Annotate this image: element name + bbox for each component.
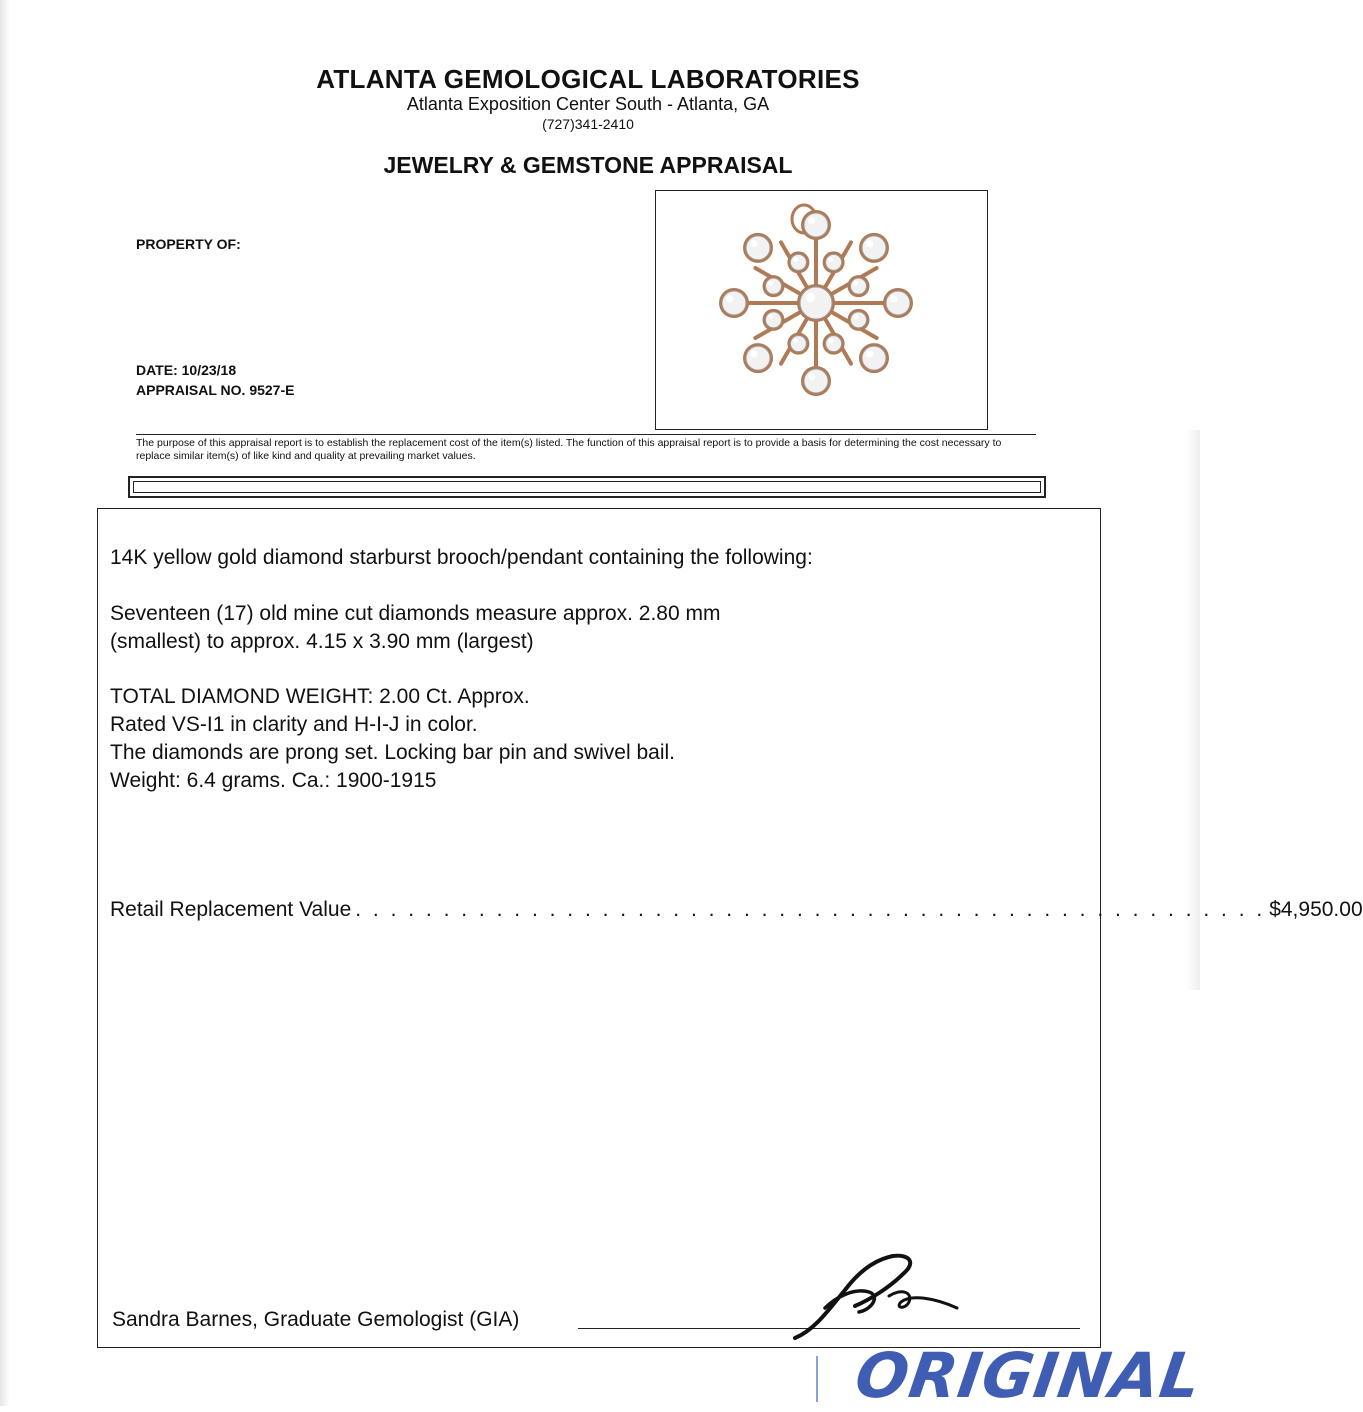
diamond-stone	[826, 254, 842, 270]
valuation-row	[110, 898, 1363, 928]
diamond-highlight	[793, 338, 798, 343]
diamond-highlight	[750, 240, 757, 247]
valuation-leader-dots: . . . . . . . . . . . . . . . . . . . . . . . . . . . . . . . . . . . . . . . . . . . . . . . . . . . .	[355, 898, 1266, 921]
diamond-description	[110, 600, 721, 656]
diamond-stone	[862, 236, 886, 260]
purpose-statement: The purpose of this appraisal report is to establish the replacement cost of the item(s) listed. The function of this appraisal report is to provide a basis for determining the cost necessary to replace similar item(s) of like kind and quality at prevailing market values.	[136, 434, 1036, 462]
setting-description: The diamonds are prong set. Locking bar pin and swivel bail.	[110, 741, 675, 764]
appraisal-number: APPRAISAL NO. 9527-E	[136, 382, 295, 398]
lab-address: Atlanta Exposition Center South - Atlanta, GA	[406, 94, 770, 114]
diamond-stone	[850, 312, 866, 328]
clarity-color-rating: Rated VS-I1 in clarity and H-I-J in color.	[110, 713, 478, 736]
diamond-stone	[766, 278, 782, 294]
diamonds-line-2: (smallest) to approx. 4.15 x 3.90 mm (largest)	[110, 630, 534, 653]
diamond-stone	[790, 336, 806, 352]
diamond-stone	[790, 254, 806, 270]
item-photo	[655, 190, 988, 430]
diamond-highlight	[808, 373, 815, 380]
divider-bar-inner	[133, 481, 1041, 493]
lab-name: ATLANTA GEMOLOGICAL LABORATORIES	[316, 64, 860, 94]
diamond-stone	[746, 236, 770, 260]
paper-edge-shadow	[0, 0, 10, 1406]
diamond-stone	[862, 346, 886, 370]
diamond-highlight	[853, 281, 858, 286]
weight-description	[110, 683, 675, 795]
diamond-stone	[826, 336, 842, 352]
diamond-highlight	[768, 315, 773, 320]
valuation-label: Retail Replacement Value	[110, 898, 352, 921]
diamond-highlight	[806, 293, 816, 303]
diamond-highlight	[853, 315, 858, 320]
diamond-stone	[804, 213, 828, 237]
original-stamp: ORIGINAL	[850, 1339, 1207, 1412]
signer-name: Sandra Barnes, Graduate Gemologist (GIA)	[112, 1308, 520, 1331]
diamond-highlight	[750, 350, 757, 357]
diamond-stone	[850, 278, 866, 294]
appraisal-date: DATE: 10/23/18	[136, 362, 237, 378]
property-of-label: PROPERTY OF:	[136, 236, 241, 252]
diamond-highlight	[828, 338, 833, 343]
diamond-highlight	[828, 257, 833, 262]
diamond-highlight	[808, 217, 815, 224]
valuation-amount: $4,950.00	[1269, 898, 1363, 921]
diamond-stone	[886, 291, 910, 315]
diamond-stone	[746, 346, 770, 370]
stamp-mark	[816, 1356, 818, 1402]
document-title: JEWELRY & GEMSTONE APPRAISAL	[383, 152, 793, 178]
diamond-highlight	[726, 295, 733, 302]
diamond-highlight	[866, 240, 873, 247]
diamond-highlight	[768, 281, 773, 286]
diamond-stone	[800, 287, 832, 319]
diamonds-line-1: Seventeen (17) old mine cut diamonds measure approx. 2.80 mm	[110, 602, 721, 625]
handwritten-signature	[785, 1248, 965, 1348]
lab-phone: (727)341-2410	[542, 116, 634, 132]
total-diamond-weight: TOTAL DIAMOND WEIGHT: 2.00 Ct. Approx.	[110, 685, 530, 708]
starburst-brooch-image	[656, 191, 989, 431]
weight-era: Weight: 6.4 grams. Ca.: 1900-1915	[110, 769, 437, 792]
diamond-stone	[722, 291, 746, 315]
divider-bar	[128, 476, 1046, 498]
item-intro: 14K yellow gold diamond starburst brooch/pendant containing the following:	[110, 546, 813, 569]
diamond-highlight	[866, 350, 873, 357]
diamond-highlight	[793, 257, 798, 262]
diamond-stone	[804, 369, 828, 393]
diamond-highlight	[890, 295, 897, 302]
diamond-stone	[766, 312, 782, 328]
